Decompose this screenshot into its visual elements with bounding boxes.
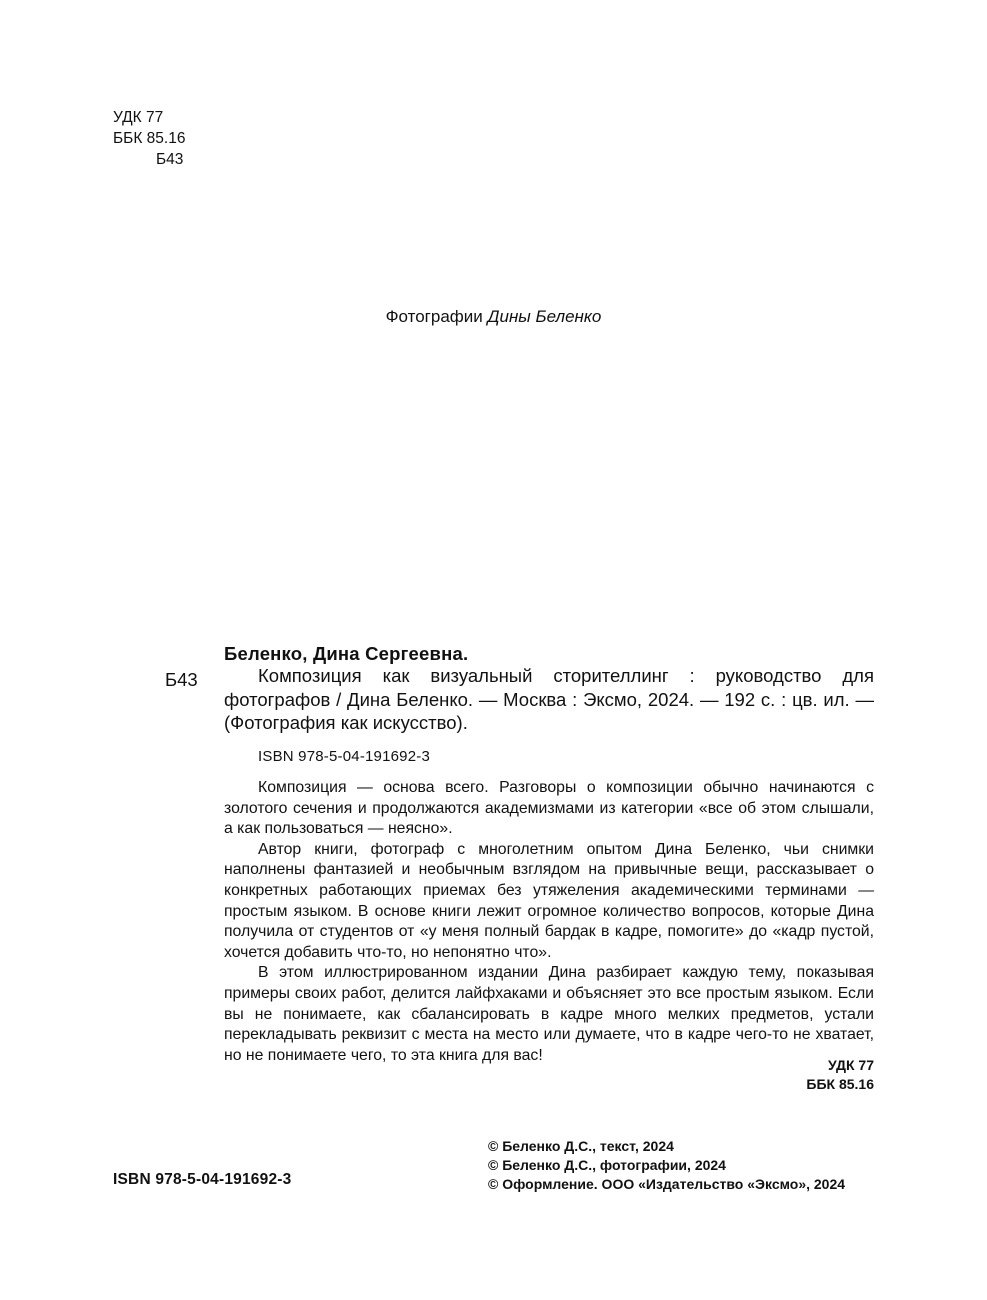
udk-code: УДК 77 [113, 109, 164, 126]
bbk-code-card: ББК 85.16 [806, 1076, 874, 1092]
bibliographic-description [224, 664, 874, 735]
photo-credits [0, 307, 987, 327]
udk-code-card: УДК 77 [828, 1057, 874, 1073]
isbn-footer: ISBN 978-5-04-191692-3 [113, 1171, 292, 1188]
classification-block-card [760, 1056, 874, 1094]
copyright-line: © Беленко Д.С., текст, 2024 [488, 1138, 674, 1154]
copyright-line: © Беленко Д.С., фотографии, 2024 [488, 1157, 726, 1173]
copyright-line: © Оформление. ООО «Издательство «Эксмо», 2024 [488, 1176, 846, 1192]
bibliographic-text: Композиция как визуальный сторителлинг : руководство для фотографов / Дина Беленко. — Москва : Эксмо, 2024. — 192 с. : цв. ил. — (Фотография как искусство). [224, 665, 874, 733]
annotation-paragraph: В этом иллюстрированном издании Дина разбирает каждую тему, показывая примеры своих работ, делится лайфхаками и объясняет это все простым языком. Если вы не понимаете, как сбалансировать в кадре много мелких предметов, устали перекладывать реквизит с места на место или думаете, что в кадре чего-то не хватает, но не понимаете чего, то эта книга для вас! [224, 964, 874, 1064]
bbk-code: ББК 85.16 [113, 130, 186, 147]
catalog-author: Беленко, Дина Сергеевна. [224, 643, 469, 664]
photo-credits-name: Дины Беленко [487, 307, 602, 326]
catalog-isbn: ISBN 978-5-04-191692-3 [258, 748, 431, 765]
copyright-block [488, 1137, 845, 1194]
classification-block-top [113, 107, 185, 170]
annotation-paragraph: Автор книги, фотограф с многолетним опытом Дина Беленко, чьи снимки наполнены фантазией и необычным взглядом на привычные вещи, рассказывает о конкретных работающих приемах без утяжеления академическими терминами — простым языком. В основе книги лежит огромное количество вопросов, которые Дина получила от студентов от «у меня полный бардак в кадре, помогите» до «кадр пустой, хочется добавить что-то, но непонятно что». [224, 840, 874, 961]
annotation [224, 778, 874, 1066]
annotation-paragraph: Композиция — основа всего. Разговоры о композиции обычно начинаются с золотого сечения и продолжаются академизмами из категории «все об этом слышали, а как пользоваться — неясно». [224, 779, 874, 838]
catalog-author-code: Б43 [165, 669, 198, 690]
author-code: Б43 [156, 151, 184, 168]
photo-credits-prefix: Фотографии [385, 307, 483, 326]
